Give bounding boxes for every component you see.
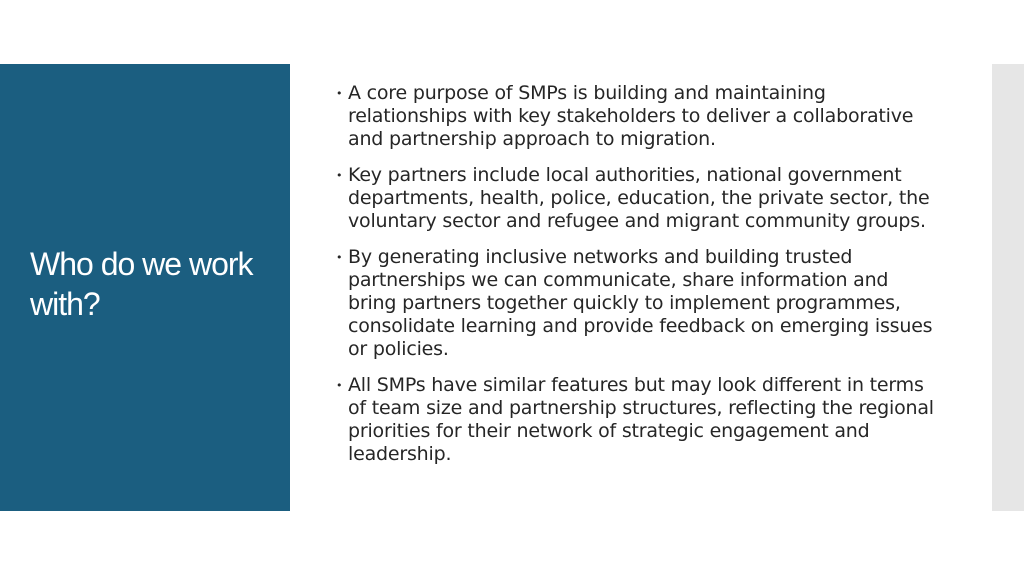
bullet-icon: • [336, 87, 343, 100]
right-side-bar [992, 64, 1024, 511]
bullet-item-4 [336, 374, 936, 466]
bullet-text-1: A core purpose of SMPs is building and maintaining relationships with key stakeholders to deliver a collaborative and partnership approach to migration. [348, 82, 914, 150]
slide-title: Who do we work with? [30, 246, 253, 322]
content-area [336, 82, 936, 479]
bullet-icon: • [336, 379, 343, 392]
bullet-text-2: Key partners include local authorities, national government departments, health, police, education, the private sector, the voluntary sector and refugee and migrant community groups. [348, 164, 930, 232]
bullet-item-3 [336, 246, 936, 361]
bullet-item-2 [336, 164, 936, 233]
bullet-text-4: All SMPs have similar features but may look different in terms of team size and partnership structures, reflecting the regional priorities for their network of strategic engagement and leadership. [348, 374, 934, 465]
bullet-list [336, 82, 936, 466]
bullet-item-1 [336, 82, 936, 151]
bullet-icon: • [336, 251, 343, 264]
bullet-text-3: By generating inclusive networks and building trusted partnerships we can communicate, share information and bring partners together quickly to implement programmes, consolidate learning and provide feedback on emerging issues or policies. [348, 246, 933, 360]
bullet-icon: • [336, 169, 343, 182]
